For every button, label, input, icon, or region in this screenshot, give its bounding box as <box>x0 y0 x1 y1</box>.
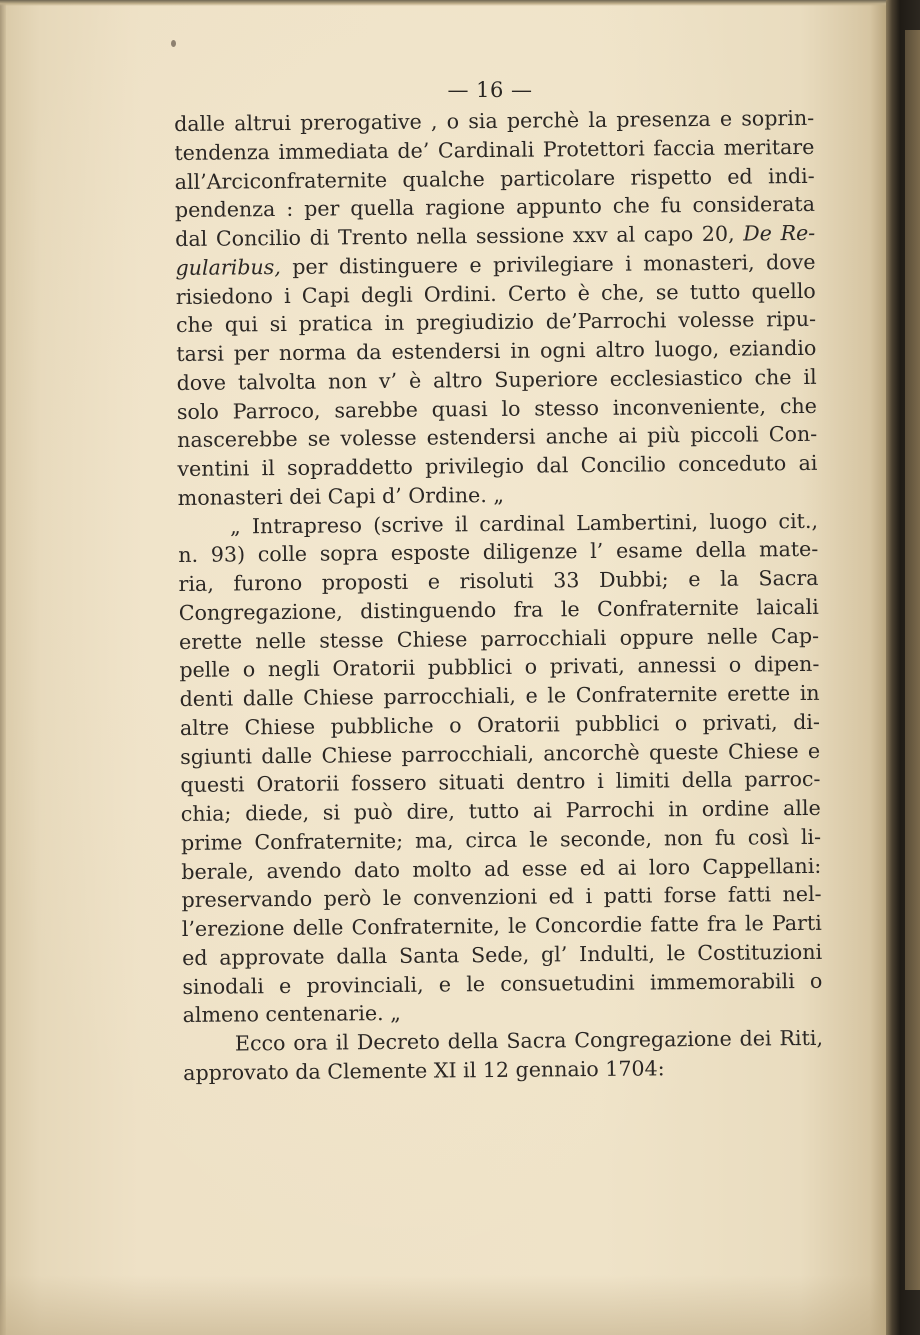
text-line-18: Congregazione, distinguendo fra le Confraternite laicali <box>178 594 819 625</box>
text-line-14: monasteri dei Capi d’ Ordine. „ <box>177 482 505 510</box>
text-line-16: n. 93) colle sopra esposte diligenze l’ esame della mate- <box>178 537 819 568</box>
page-left-edge <box>0 0 6 1335</box>
text-line-25: chia; diede, si può dire, tutto ai Parrochi in ordine alle <box>180 795 821 826</box>
text-line-22: altre Chiese pubbliche o Oratorii pubblici o privati, di- <box>179 709 821 740</box>
text-line-10: dove talvolta non v’ è altro Superiore ecclesiastico che il <box>176 364 817 395</box>
text-line-29: l’erezione delle Confraternite, le Concordie fatte fra le Parti <box>181 910 822 941</box>
text-line-11: solo Parroco, sarebbe quasi lo stesso inconveniente, che <box>176 393 817 424</box>
text-line-24: questi Oratorii fossero situati dentro i limiti della parroc- <box>180 767 821 798</box>
text-line-20: pelle o negli Oratorii pubblici o privati, annessi o dipen- <box>179 652 820 683</box>
text-line-27: berale, avendo dato molto ad esse ed ai loro Cappellani: <box>181 853 822 884</box>
text-line-30: ed approvate dalla Santa Sede, gl’ Indulti, le Costituzioni <box>182 939 823 970</box>
text-line-4: pendenza : per quella ragione appunto che fu considerata <box>174 192 816 223</box>
text-line-31: sinodali e provinciali, e le consuetudini immemorabili o <box>182 968 823 999</box>
text-line-21: denti dalle Chiese parrocchiali, e le Confraternite erette in <box>179 680 820 711</box>
body-text <box>174 104 823 1088</box>
text-line-23: sgiunti dalle Chiese parrocchiali, ancorchè queste Chiese e <box>180 738 821 769</box>
page-top-edge <box>0 0 886 6</box>
text-line-26: prime Confraternite; ma, circa le seconde, non fu così li- <box>180 824 822 855</box>
next-page-edge <box>905 30 920 1290</box>
text-line-2: tendenza immediata de’ Cardinali Protettori faccia meritare <box>174 134 815 165</box>
text-line-5-main: dal Concilio di Trento nella sessione xxv al capo 20, <box>175 221 735 251</box>
text-line-28: preservando però le convenzioni ed i patti forse fatti nel- <box>181 882 822 913</box>
text-line-13: ventini il sopraddetto privilegio dal Concilio conceduto ai <box>177 450 818 481</box>
text-line-15: „ Intrapreso (scrive il cardinal Lambertini, luogo cit., <box>229 508 819 538</box>
italic-gularibus: gularibus, <box>175 254 281 280</box>
text-line-9: tarsi per norma da estendersi in ogni altro luogo, eziandio <box>176 335 817 366</box>
italic-de-re: De Re- <box>743 220 816 246</box>
text-line-12: nascerebbe se volesse estendersi anche ai più piccoli Con- <box>177 422 818 453</box>
text-line-17: ria, furono proposti e risoluti 33 Dubbi; e la Sacra <box>178 565 819 596</box>
text-line-7: risiedono i Capi degli Ordini. Certo è che, se tutto quello <box>175 278 816 309</box>
text-line-32: almeno centenarie. „ <box>182 1001 401 1028</box>
text-line-1: dalle altrui prerogative , o sia perchè la presenza e soprin- <box>174 105 815 136</box>
text-line-6-rest: per distinguere e privilegiare i monasteri, dove <box>280 249 816 279</box>
text-line-34: approvato da Clemente XI il 12 gennaio 1704: <box>183 1056 665 1085</box>
text-line-33: Ecco ora il Decreto della Sacra Congregazione dei Riti, <box>234 1025 824 1056</box>
text-line-19: erette nelle stesse Chiese parrocchiali oppure nelle Cap- <box>178 623 820 654</box>
text-line-8: che qui si pratica in pregiudizio de’Parrochi volesse ripu- <box>175 307 817 338</box>
ink-speck <box>171 40 176 47</box>
page-number: — 16 — <box>447 78 533 102</box>
text-line-3: all’Arciconfraternite qualche particolare rispetto ed indi- <box>174 163 815 194</box>
